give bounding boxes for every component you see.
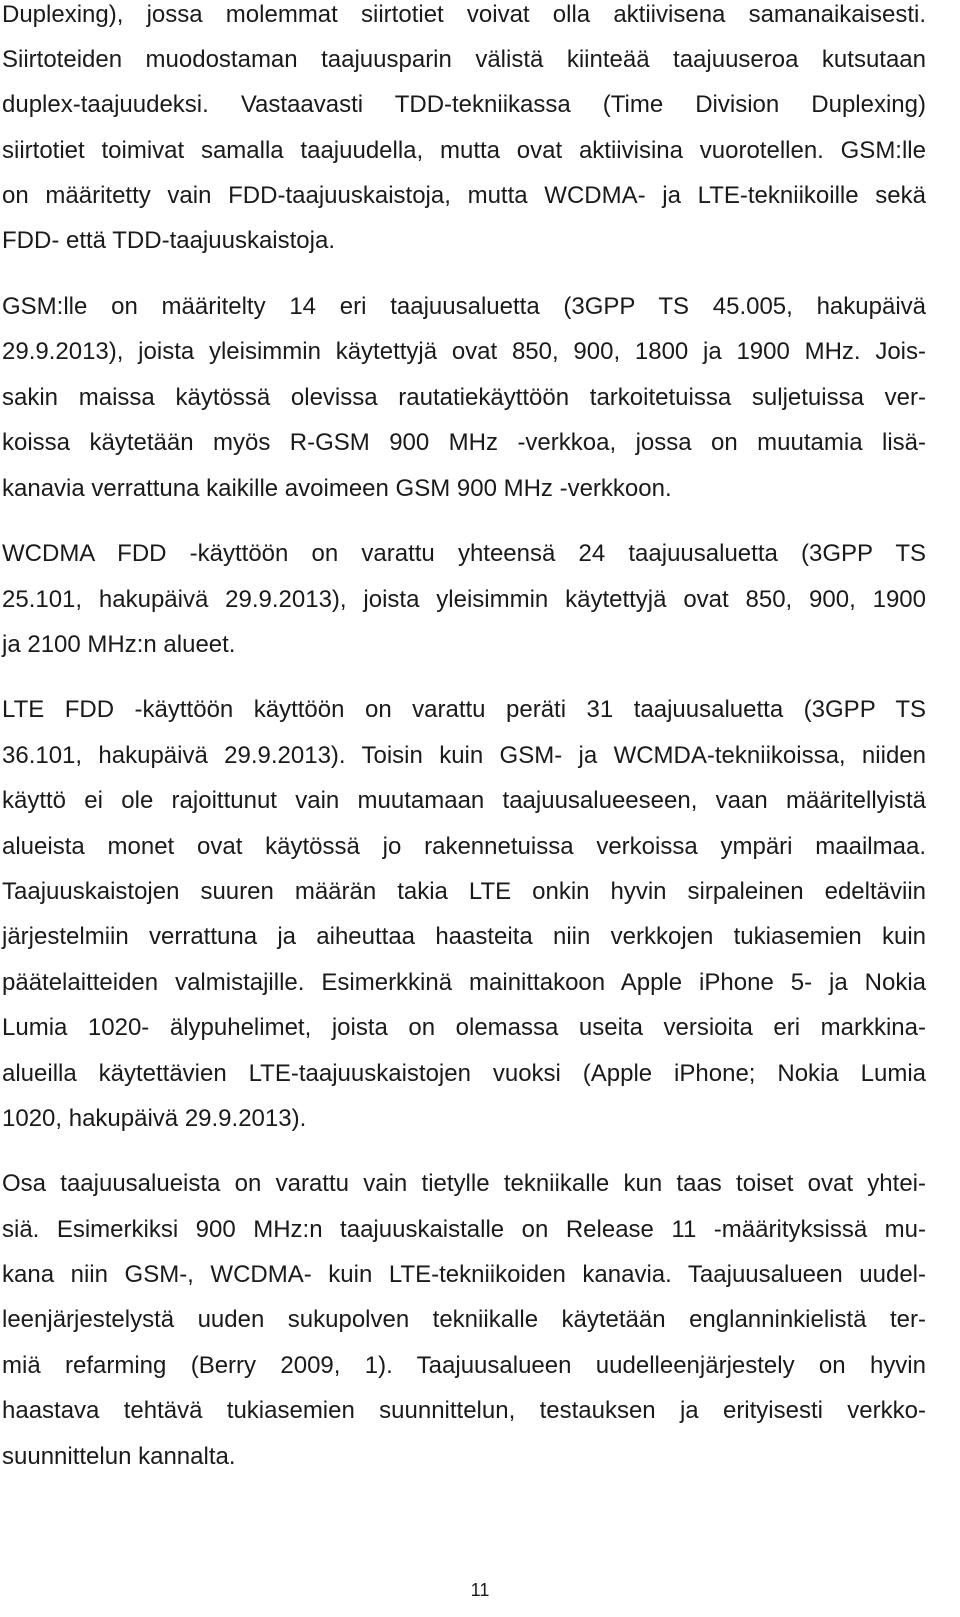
text-line: ja 2100 MHz:n alueet. — [2, 631, 236, 658]
text-line: koissa käytetään myös R-GSM 900 MHz -verkkoa, jossa on muutamia lisä- — [2, 429, 926, 456]
text-line: päätelaitteiden valmistajille. Esimerkkinä mainittakoon Apple iPhone 5- ja Nokia — [2, 969, 926, 996]
text-line: Osa taajuusalueista on varattu vain tietylle tekniikalle kun taas toiset ovat yhtei- — [2, 1170, 926, 1197]
text-line: kanavia verrattuna kaikille avoimeen GSM 900 MHz -verkkoon. — [2, 475, 672, 502]
text-line: käyttö ei ole rajoittunut vain muutamaan taajuusalueeseen, vaan määritellyistä — [2, 787, 926, 814]
text-line: sakin maissa käytössä olevissa rautatiekäyttöön tarkoitetuissa suljetuissa ver- — [2, 384, 926, 411]
text-line: FDD- että TDD-taajuuskaistoja. — [2, 227, 335, 254]
text-line: haastava tehtävä tukiasemien suunnittelun, testauksen ja erityisesti verkko- — [2, 1397, 926, 1424]
text-line: Lumia 1020- älypuhelimet, joista on olemassa useita versioita eri markkina- — [2, 1014, 926, 1041]
text-line: on määritetty vain FDD-taajuuskaistoja, mutta WCDMA- ja LTE-tekniikoille sekä — [2, 182, 926, 209]
text-line: siirtotiet toimivat samalla taajuudella, mutta ovat aktiivisina vuorotellen. GSM:lle — [2, 137, 926, 164]
text-line: 25.101, hakupäivä 29.9.2013), joista yleisimmin käytettyjä ovat 850, 900, 1900 — [2, 586, 926, 613]
text-line: alueista monet ovat käytössä jo rakennetuissa verkoissa ympäri maailmaa. — [2, 833, 926, 860]
text-line: GSM:lle on määritelty 14 eri taajuusaluetta (3GPP TS 45.005, hakupäivä — [2, 293, 926, 320]
text-line: siä. Esimerkiksi 900 MHz:n taajuuskaistalle on Release 11 -määrityksissä mu- — [2, 1216, 926, 1243]
page-number: 11 — [470, 1580, 490, 1600]
text-line: 36.101, hakupäivä 29.9.2013). Toisin kuin GSM- ja WCMDA-tekniikoissa, niiden — [2, 742, 926, 769]
text-line: leenjärjestelystä uuden sukupolven tekniikalle käytetään englanninkielistä ter- — [2, 1306, 926, 1333]
text-line: miä refarming (Berry 2009, 1). Taajuusalueen uudelleenjärjestely on hyvin — [2, 1352, 926, 1379]
text-line: WCDMA FDD -käyttöön on varattu yhteensä 24 taajuusaluetta (3GPP TS — [2, 540, 926, 567]
text-line: Siirtoteiden muodostaman taajuusparin välistä kiinteää taajuuseroa kutsutaan — [2, 46, 926, 73]
text-line: 1020, hakupäivä 29.9.2013). — [2, 1105, 307, 1132]
text-line: suunnittelun kannalta. — [2, 1443, 236, 1470]
text-line: alueilla käytettävien LTE-taajuuskaistojen vuoksi (Apple iPhone; Nokia Lumia — [2, 1060, 926, 1087]
text-line: järjestelmiin verrattuna ja aiheuttaa haasteita niin verkkojen tukiasemien kuin — [2, 923, 926, 950]
text-line: LTE FDD -käyttöön käyttöön on varattu peräti 31 taajuusaluetta (3GPP TS — [2, 696, 926, 723]
text-line: 29.9.2013), joista yleisimmin käytettyjä ovat 850, 900, 1800 ja 1900 MHz. Jois- — [2, 338, 926, 365]
text-line: kana niin GSM-, WCDMA- kuin LTE-tekniikoiden kanavia. Taajuusalueen uudel- — [2, 1261, 926, 1288]
text-line: Taajuuskaistojen suuren määrän takia LTE onkin hyvin sirpaleinen edeltäviin — [2, 878, 926, 905]
text-line: Duplexing), jossa molemmat siirtotiet voivat olla aktiivisena samanaikaisesti. — [2, 1, 926, 28]
text-line: duplex-taajuudeksi. Vastaavasti TDD-tekniikassa (Time Division Duplexing) — [2, 91, 926, 118]
